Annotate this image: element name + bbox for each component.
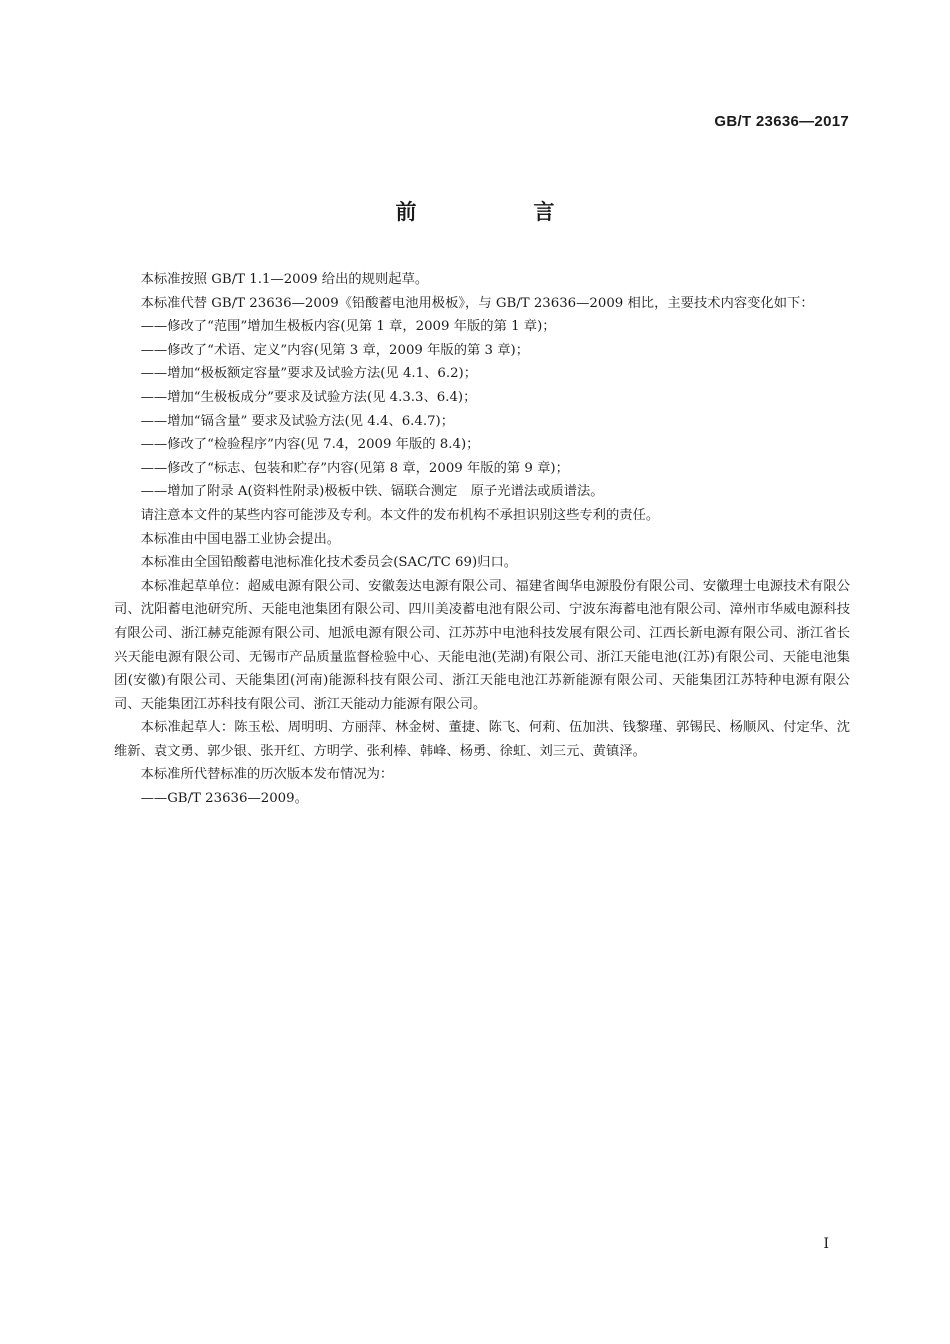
standard-code: GB/T 23636—2017 xyxy=(714,113,849,130)
paragraph-drafting-rules: 本标准按照 GB/T 1.1—2009 给出的规则起草。 xyxy=(140,272,429,287)
change-item: ——增加“极板额定容量”要求及试验方法(见 4.1、6.2)； xyxy=(140,366,478,382)
page-number: I xyxy=(823,1236,829,1252)
proposer-paragraph: 本标准由中国电器工业协会提出。 xyxy=(140,531,341,547)
committee-paragraph: 本标准由全国铅酸蓄电池标准化技术委员会(SAC/TC 69)归口。 xyxy=(140,555,518,571)
foreword-body xyxy=(114,268,850,811)
patent-notice: 请注意本文件的某些内容可能涉及专利。本文件的发布机构不承担识别这些专利的责任。 xyxy=(140,507,660,523)
change-item: ——增加“镉含量” 要求及试验方法(见 4.4、6.4.7)； xyxy=(140,413,455,429)
change-item: ——增加“生极板成分”要求及试验方法(见 4.3.3、6.4)； xyxy=(140,389,477,405)
change-item: ——修改了“术语、定义”内容(见第 3 章，2009 年版的第 3 章)； xyxy=(140,342,529,358)
change-item: ——增加了附录 A(资料性附录)极板中铁、镉联合测定 原子光谱法或质谱法。 xyxy=(140,484,604,500)
history-intro: 本标准所代替标准的历次版本发布情况为： xyxy=(140,767,394,783)
change-item: ——修改了“检验程序”内容(见 7.4，2009 年版的 8.4)； xyxy=(140,437,480,453)
drafting-units-paragraph: 本标准起草单位：超威电源有限公司、安徽轰达电源有限公司、福建省闽华电源股份有限公司、安徽理士电源技术有限公司、沈阳蓄电池研究所、天能电池集团有限公司、四川美凌蓄电池有限公司、宁波东海蓄电池有限公司、漳州市华威电源科技有限公司、浙江赫克能源有限公司、旭派电源有限公司、江苏苏中电池科技发展有限公司、江西长新电源有限公司、浙江省长兴天能电源有限公司、无锡市产品质量监督检验中心、天能电池(芜湖)有限公司、浙江天能电池(江苏)有限公司、天能电池集团(安徽)有限公司、天能集团(河南)能源科技有限公司、浙江天能电池江苏新能源有限公司、天能集团江苏特种电源有限公司、天能集团江苏科技有限公司、浙江天能动力能源有限公司。 xyxy=(114,578,850,712)
change-item: ——修改了“标志、包装和贮存”内容(见第 8 章，2009 年版的第 9 章)； xyxy=(140,460,569,476)
drafters-paragraph: 本标准起草人：陈玉松、周明明、方丽萍、林金树、董捷、陈飞、何莉、伍加洪、钱黎瑾、郭锡民、杨顺风、付定华、沈维新、袁文勇、郭少银、张开红、方明学、张利棒、韩峰、杨勇、徐虹、刘三元、黄镇泽。 xyxy=(114,720,850,759)
history-item: ——GB/T 23636—2009。 xyxy=(140,791,308,807)
paragraph-replacement: 本标准代替 GB/T 23636—2009《铅酸蓄电池用极板》，与 GB/T 23636—2009 相比，主要技术内容变化如下： xyxy=(140,295,814,311)
page-title: 前 言 xyxy=(395,200,603,224)
change-item: ——修改了“范围”增加生极板内容(见第 1 章，2009 年版的第 1 章)； xyxy=(140,319,556,335)
